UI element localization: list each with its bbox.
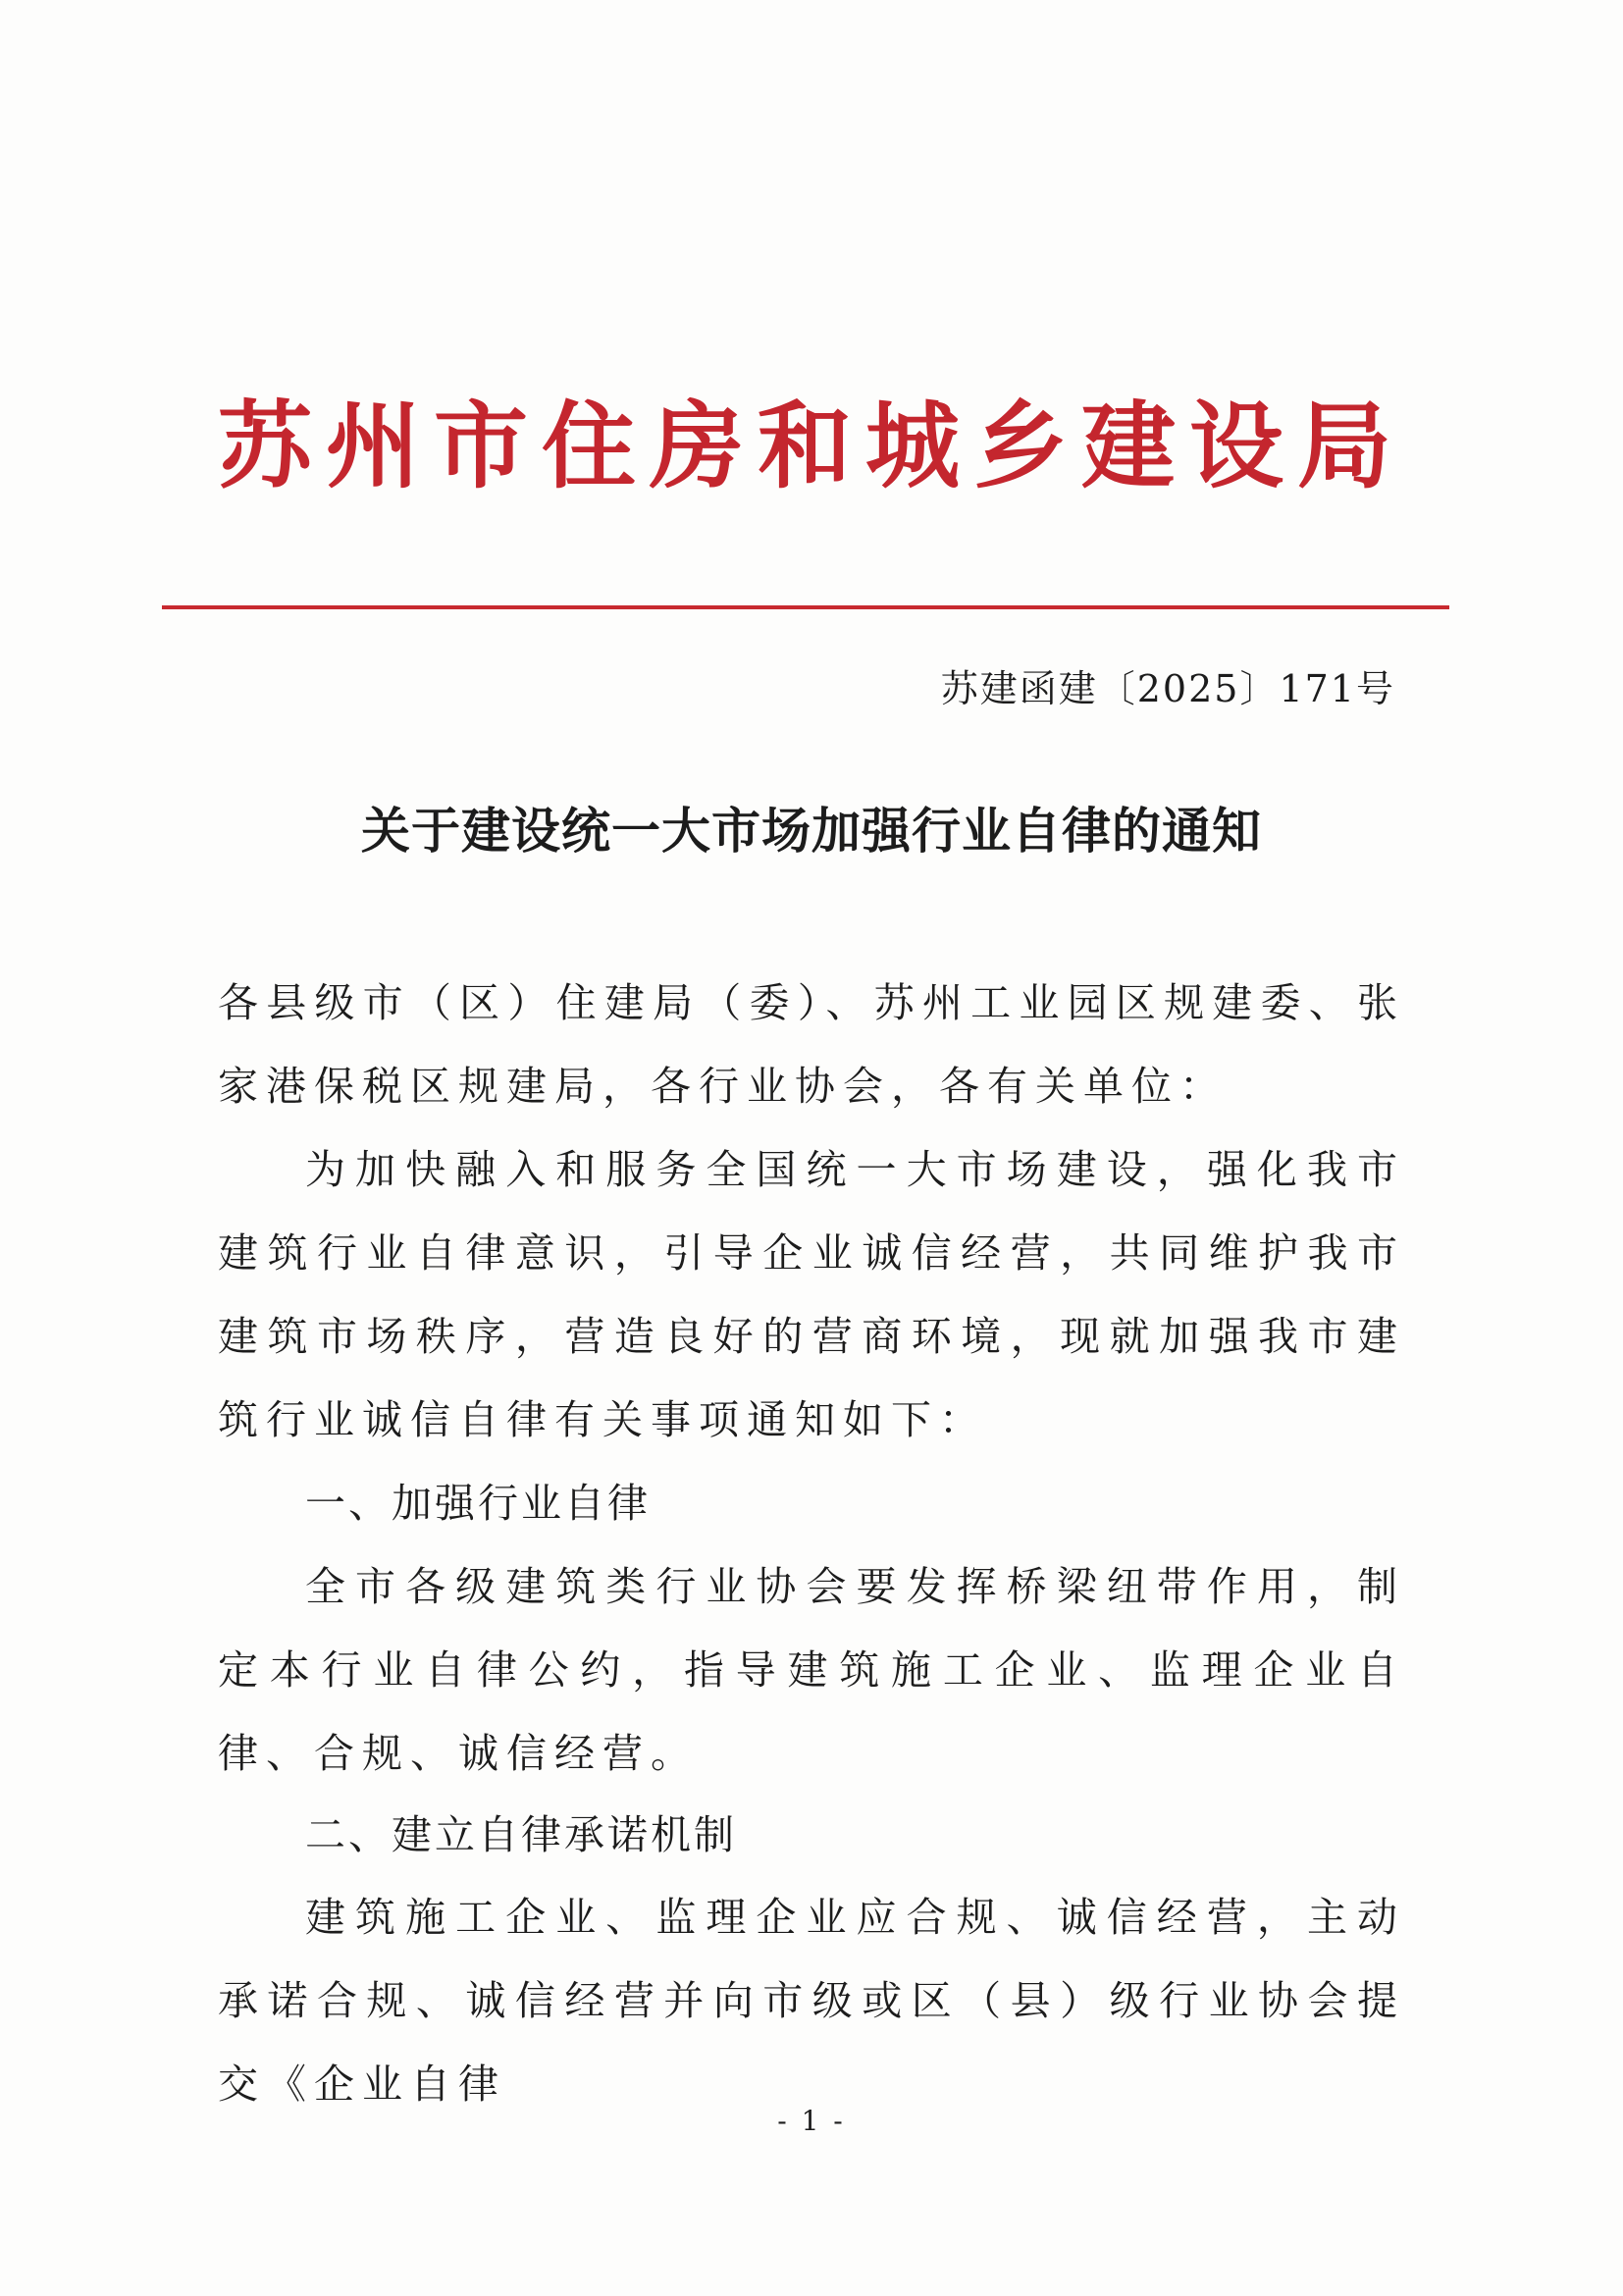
section-heading-1: 一、加强行业自律 bbox=[305, 1480, 651, 1527]
page-number: - 1 - bbox=[777, 2105, 846, 2137]
issuing-agency-header: 苏州市住房和城乡建设局 bbox=[218, 391, 1405, 501]
section-text-2: 建筑施工企业、监理企业应合规、诚信经营，主动承诺合规、诚信经营并向市级或区（县）级行业协会提交《企业自律 bbox=[218, 1894, 1405, 2108]
section-text-1: 全市各级建筑类行业协会要发挥桥梁纽带作用，制定本行业自律公约，指导建筑施工企业、监理企业自律、合规、诚信经营。 bbox=[218, 1563, 1405, 1777]
notice-title: 关于建设统一大市场加强行业自律的通知 bbox=[361, 803, 1262, 860]
document-number: 苏建函建〔2025〕171号 bbox=[940, 667, 1395, 710]
red-separator-line bbox=[162, 605, 1449, 609]
intro-paragraph: 为加快融入和服务全国统一大市场建设，强化我市建筑行业自律意识，引导企业诚信经营，共同维护我市建筑市场秩序，营造良好的营商环境，现就加强我市建筑行业诚信自律有关事项通知如下： bbox=[218, 1146, 1405, 1443]
section-heading-2: 二、建立自律承诺机制 bbox=[305, 1811, 737, 1858]
addressee: 各县级市（区）住建局（委）、苏州工业园区规建委、张家港保税区规建局，各行业协会，各有关单位： bbox=[218, 979, 1405, 1110]
